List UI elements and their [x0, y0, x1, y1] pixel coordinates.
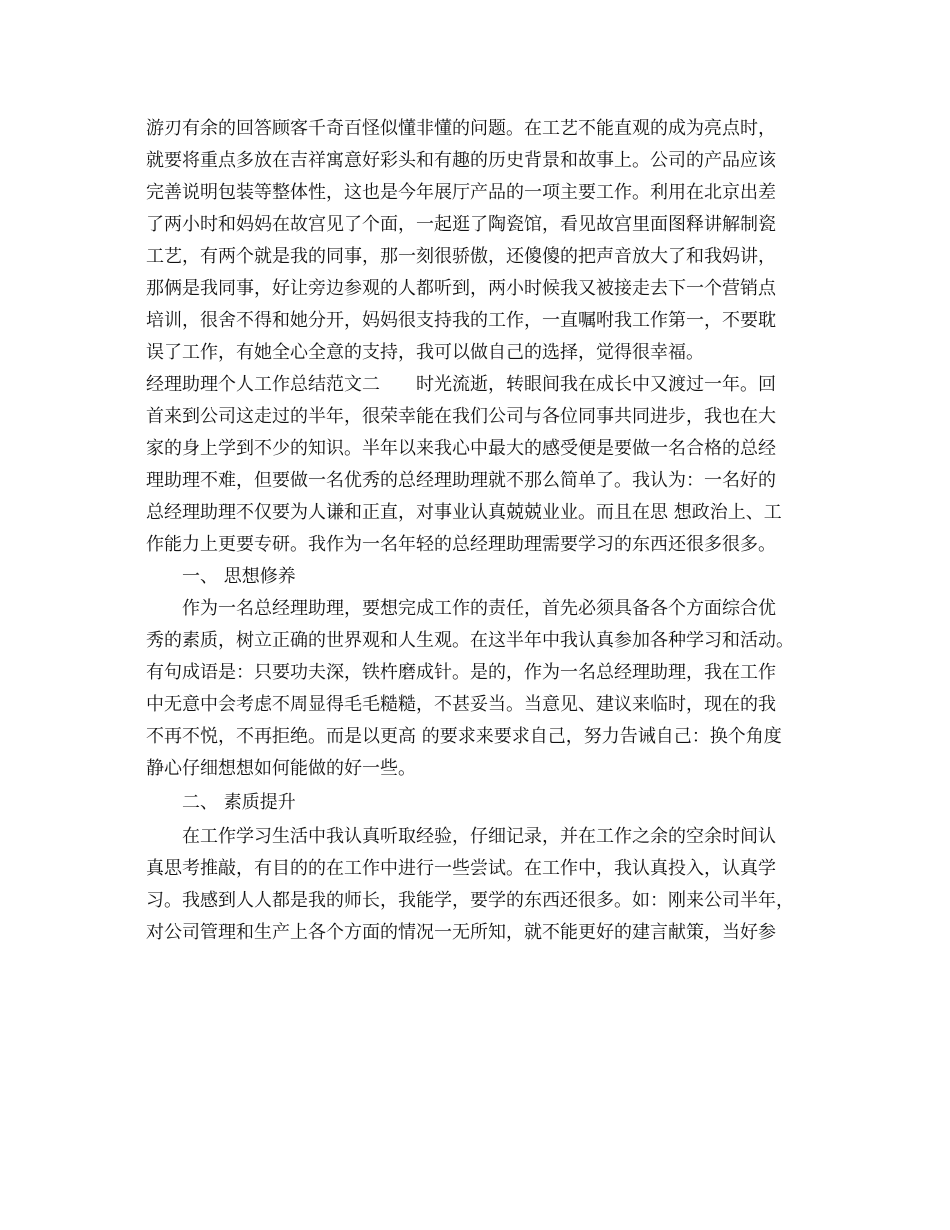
text-line: 中无意中会考虑不周显得毛毛糙糙，不甚妥当。当意见、建议来临时，现在的我	[146, 694, 776, 715]
section-title-line: 经理助理个人工作总结范文二 时光流逝，转眼间我在成长中又渡过一年。回	[146, 374, 776, 395]
text-line: 家的身上学到不少的知识。半年以来我心中最大的感受便是要做一名合格的总经	[146, 438, 776, 459]
paragraph-first-line: 在工作学习生活中我认真听取经验，仔细记录，并在工作之余的空余时间认	[182, 826, 776, 847]
text-line: 秀的素质，树立正确的世界观和人生观。在这半年中我认真参加各种学习和活动。	[146, 630, 794, 651]
paragraph-first-line: 作为一名总经理助理，要想完成工作的责任，首先必须具备各个方面综合优	[182, 598, 776, 619]
text-line: 静心仔细想想如何能做的好一些。	[146, 758, 416, 779]
text-line: 那俩是我同事，好让旁边参观的人都听到，两小时候我又被接走去下一个营销点	[146, 278, 776, 299]
text-line: 理助理不难，但要做一名优秀的总经理助理就不那么简单了。我认为：一名好的	[146, 470, 776, 491]
text-line: 了两小时和妈妈在故宫见了个面，一起逛了陶瓷馆，看见故宫里面图释讲解制瓷	[146, 214, 776, 235]
text-line: 有句成语是：只要功夫深，铁杵磨成针。是的，作为一名总经理助理，我在工作	[146, 662, 776, 683]
text-line: 游刃有余的回答顾客千奇百怪似懂非懂的问题。在工艺不能直观的成为亮点时，	[146, 118, 776, 139]
text-line: 总经理助理不仅要为人谦和正直，对事业认真兢兢业业。而且在思 想政治上、工	[146, 502, 782, 523]
heading-thinking: 一、 思想修养	[182, 566, 296, 587]
text-line: 工艺，有两个就是我的同事，那一刻很骄傲，还傻傻的把声音放大了和我妈讲，	[146, 246, 776, 267]
text-line: 习。我感到人人都是我的师长，我能学，要学的东西还很多。如：刚来公司半年，	[146, 890, 794, 911]
text-line: 误了工作，有她全心全意的支持，我可以做自己的选择，觉得很幸福。	[146, 342, 704, 363]
document-body	[146, 113, 816, 949]
text-line: 对公司管理和生产上各个方面的情况一无所知，就不能更好的建言献策，当好参	[146, 922, 776, 943]
text-line: 不再不悦，不再拒绝。而是以更高 的要求来要求自己，努力告诫自己：换个角度	[146, 726, 782, 747]
text-line: 培训，很舍不得和她分开，妈妈很支持我的工作，一直嘱咐我工作第一，不要耽	[146, 310, 776, 331]
text-line: 作能力上更要专研。我作为一名年轻的总经理助理需要学习的东西还很多很多。	[146, 534, 776, 555]
text-line: 完善说明包装等整体性，这也是今年展厅产品的一项主要工作。利用在北京出差	[146, 182, 776, 203]
text-line: 首来到公司这走过的半年，很荣幸能在我们公司与各位同事共同进步，我也在大	[146, 406, 776, 427]
text-line: 真思考推敲，有目的的在工作中进行一些尝试。在工作中，我认真投入，认真学	[146, 858, 776, 879]
text-line: 就要将重点多放在吉祥寓意好彩头和有趣的历史背景和故事上。公司的产品应该	[146, 150, 776, 171]
heading-quality: 二、 素质提升	[182, 792, 296, 813]
